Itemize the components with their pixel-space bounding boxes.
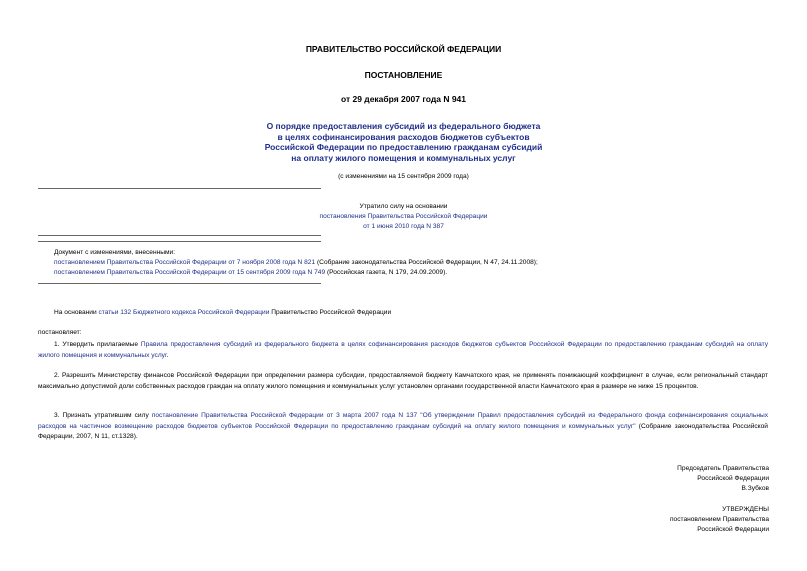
- approved-by: постановлением Правительства: [669, 516, 769, 523]
- item-1-suffix: .: [166, 351, 169, 359]
- basis-paragraph: [54, 308, 774, 318]
- approved-block: [469, 505, 769, 535]
- signature-name: В.Зубков: [741, 485, 769, 492]
- invalidated-text: Утратило силу на основании: [359, 203, 448, 210]
- divider: [38, 188, 321, 189]
- changes-item-1-link[interactable]: постановлением Правительства Российской Федерации от 7 ноября 2008 года N 821: [54, 259, 316, 266]
- item-3-link[interactable]: постановление Правительства Российской Федерации от 3 марта 2007 года N 137 "Об утверждении Правил предоставления субсидий из Федерального фонда софинансирования социальных расходов на частичное возмещение расходов бюджетов субъектов Российской Федерации по предоставлению гражданам субсидий на оплату жилого помещения и коммунальных услуг": [38, 412, 768, 430]
- amendment-note: (с изменениями на 15 сентября 2009 года): [338, 173, 469, 180]
- changes-item-2: [54, 268, 774, 278]
- item-1-link[interactable]: Правила предоставления субсидий из федерального бюджета в целях софинансирования расходов бюджетов субъектов Российской Федерации по предоставлению гражданам субсидий на оплату жилого помещения и коммунальных услуг: [38, 341, 768, 359]
- divider: [38, 235, 321, 236]
- government-heading: ПРАВИТЕЛЬСТВО РОССИЙСКОЙ ФЕДЕРАЦИИ: [305, 44, 502, 54]
- item-3-suffix: (Собрание законодательства Российской Федерации, 2007, N 11, ст.1328).: [38, 422, 768, 441]
- basis-link[interactable]: статьи 132 Бюджетного кодекса Российской Федерации: [98, 309, 270, 316]
- decrees-label: постановляет:: [38, 329, 82, 336]
- divider: [38, 283, 321, 284]
- invalidated-link-1[interactable]: постановления Правительства Российской Федерации: [319, 213, 488, 220]
- item-1-prefix: 1. Утвердить прилагаемые: [54, 341, 141, 348]
- approved-country: Российской Федерации: [697, 526, 769, 533]
- document-type: ПОСТАНОВЛЕНИЕ: [364, 70, 443, 80]
- signature-country: Российской Федерации: [697, 475, 769, 482]
- basis-prefix: На основании: [54, 309, 99, 316]
- item-3-prefix: 3. Признать утратившим силу: [54, 412, 152, 419]
- document-date-number: от 29 декабря 2007 года N 941: [340, 94, 467, 104]
- document-title: [0, 121, 807, 163]
- changes-intro: Документ с изменениями, внесенными:: [54, 249, 176, 256]
- changes-item-2-link[interactable]: постановлением Правительства Российской Федерации от 15 сентября 2009 года N 749: [54, 269, 326, 276]
- invalidated-link-2[interactable]: от 1 июня 2010 года N 387: [363, 223, 444, 230]
- changes-block: [54, 248, 774, 278]
- basis-suffix: Правительство Российской Федерации: [269, 309, 392, 316]
- signature-position: Председатель Правительства: [677, 465, 769, 472]
- title-line-2[interactable]: в целях софинансирования расходов бюджетов субъектов: [277, 131, 530, 142]
- title-line-1: [0, 121, 807, 132]
- item-2: 2. Разрешить Министерству финансов Российской Федерации при определении размера субсидии, предоставляемой бюджету Камчатского края, не применять понижающий коэффициент в случае, если региональный стандарт максимально допустимой доли собственных расходов граждан на оплату жилого помещения и коммунальных услуг установлен органами государственной власти Камчатского края в размере не ниже 15 процентов.: [38, 372, 768, 390]
- title-link[interactable]: порядке предоставления субсидий из федерального бюджета: [275, 121, 541, 131]
- signature-block: [469, 464, 769, 494]
- changes-item-1-source: (Собрание законодательства Российской Федерации, N 47, 24.11.2008);: [315, 259, 538, 266]
- item-3: [38, 411, 768, 443]
- approved-title: УТВЕРЖДЕНЫ: [722, 506, 769, 513]
- item-1: [38, 340, 768, 361]
- title-line-3[interactable]: Российской Федерации по предоставлению гражданам субсидий: [264, 142, 543, 152]
- divider: [38, 241, 321, 242]
- title-prefix: О: [266, 121, 276, 131]
- changes-item-1: [54, 258, 774, 268]
- title-line-4[interactable]: на оплату жилого помещения и коммунальных услуг: [291, 152, 516, 163]
- changes-item-2-source: (Российская газета, N 179, 24.09.2009).: [325, 269, 448, 276]
